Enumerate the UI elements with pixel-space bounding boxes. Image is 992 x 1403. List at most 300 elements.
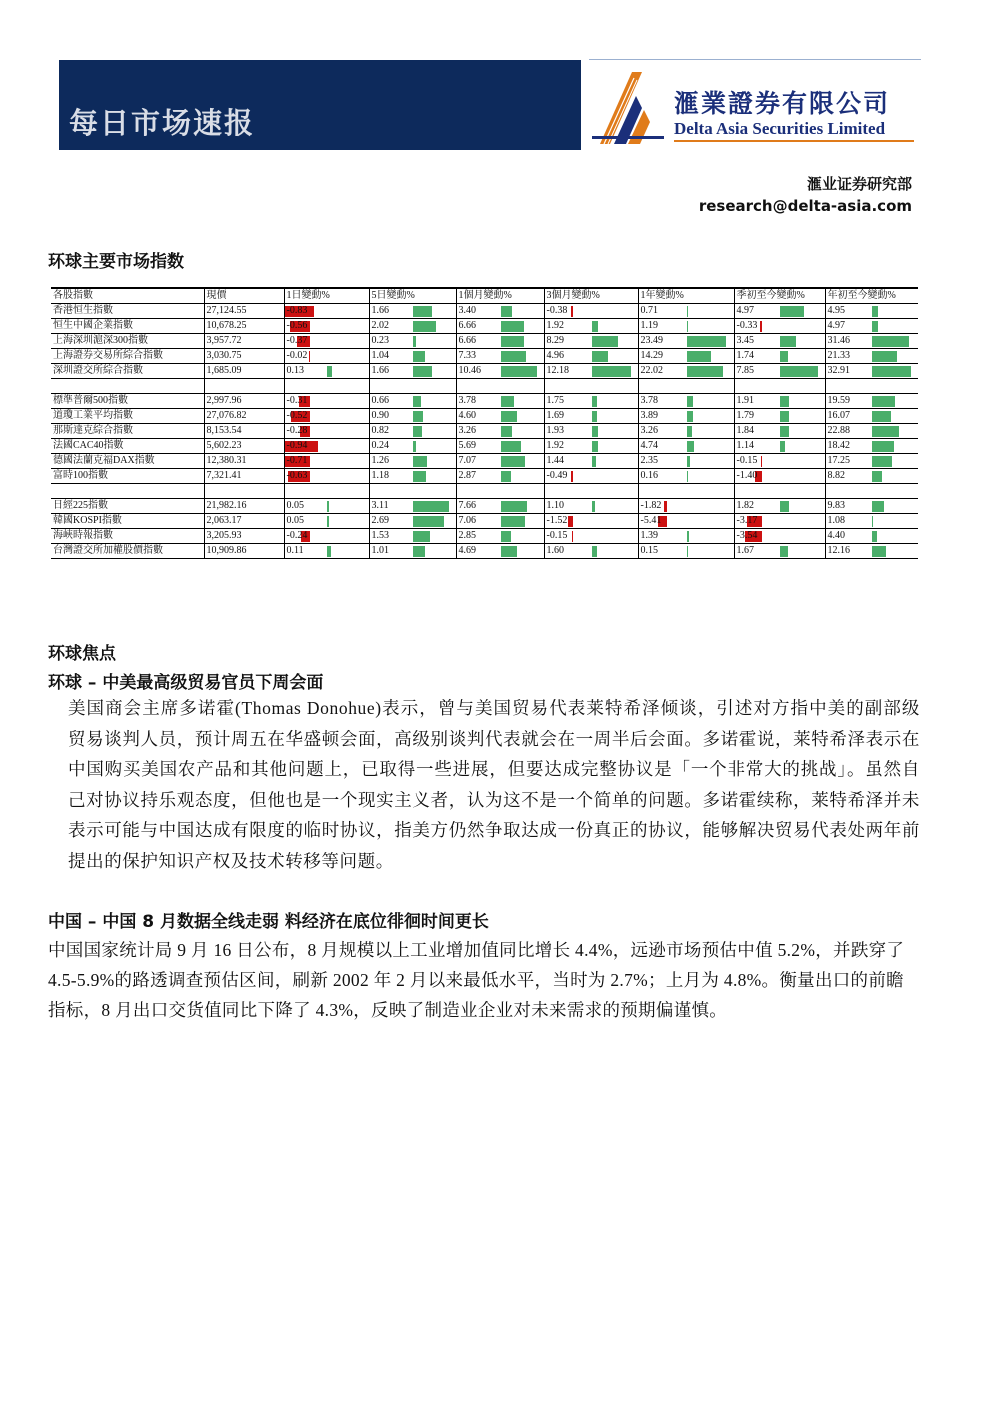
positive-bar — [780, 441, 785, 452]
positive-bar — [780, 501, 789, 512]
table-row — [51, 544, 918, 559]
cell-text: 1.84 — [736, 425, 754, 436]
positive-bar — [413, 546, 425, 557]
table-row — [51, 529, 918, 544]
positive-bar — [872, 546, 886, 557]
value-cell — [544, 319, 638, 334]
group-separator-row — [51, 484, 918, 499]
value-cell — [284, 364, 369, 379]
cell-text: -0.33 — [736, 320, 758, 331]
value-cell — [204, 454, 284, 469]
cell-text: 12,380.31 — [206, 455, 247, 466]
value-cell — [544, 349, 638, 364]
cell-text: -0.31 — [286, 395, 308, 406]
value-cell — [204, 544, 284, 559]
cell-text: 1.75 — [546, 395, 564, 406]
cell-text: 8,153.54 — [206, 425, 242, 436]
positive-bar — [687, 456, 691, 467]
cell-text: -0.56 — [286, 320, 308, 331]
value-cell — [544, 304, 638, 319]
positive-bar — [592, 366, 631, 377]
cell-text: 4.74 — [640, 440, 658, 451]
table-row — [51, 469, 918, 484]
cell-text: -0.15 — [736, 455, 758, 466]
empty-cell — [825, 379, 918, 394]
positive-bar — [687, 336, 726, 347]
cell-text: 香港恒生指數 — [53, 305, 113, 316]
value-cell — [734, 409, 825, 424]
cell-text: 1.82 — [736, 500, 754, 511]
cell-text: 5.69 — [458, 440, 476, 451]
value-cell — [456, 349, 544, 364]
table-row — [51, 424, 918, 439]
cell-text: 3,030.75 — [206, 350, 242, 361]
header-label: 3個月變動% — [546, 290, 600, 301]
cell-text: -0.28 — [286, 425, 308, 436]
index-name-cell — [51, 424, 204, 439]
value-cell — [369, 409, 456, 424]
header-label: 5日變動% — [371, 290, 415, 301]
positive-bar — [780, 336, 796, 347]
positive-bar — [592, 501, 596, 512]
table-row — [51, 439, 918, 454]
value-cell — [284, 439, 369, 454]
cell-text: 1.39 — [640, 530, 658, 541]
empty-cell — [51, 484, 204, 499]
cell-text: 7.85 — [736, 365, 754, 376]
value-cell — [734, 454, 825, 469]
empty-cell — [284, 379, 369, 394]
value-cell — [369, 304, 456, 319]
cell-text: 12.16 — [827, 545, 850, 556]
value-cell — [544, 334, 638, 349]
cell-text: 7.07 — [458, 455, 476, 466]
positive-bar — [413, 471, 426, 482]
positive-bar — [501, 516, 526, 527]
cell-text: 2.85 — [458, 530, 476, 541]
cell-text: 4.96 — [546, 350, 564, 361]
value-cell — [369, 499, 456, 514]
empty-cell — [204, 484, 284, 499]
positive-bar — [872, 426, 899, 437]
positive-bar — [501, 456, 526, 467]
cell-text: 3,205.93 — [206, 530, 242, 541]
value-cell — [638, 349, 734, 364]
empty-cell — [734, 484, 825, 499]
cell-text: 0.05 — [286, 500, 304, 511]
cell-text: 2.87 — [458, 470, 476, 481]
contact-email: research@delta-asia.com — [698, 197, 912, 215]
positive-bar — [501, 411, 517, 422]
empty-cell — [456, 379, 544, 394]
cell-text: 17.25 — [827, 455, 850, 466]
cell-text: 31.46 — [827, 335, 850, 346]
value-cell — [456, 334, 544, 349]
positive-bar — [413, 456, 427, 467]
positive-bar — [592, 396, 598, 407]
positive-bar — [413, 366, 432, 377]
cell-text: 0.15 — [640, 545, 658, 556]
value-cell — [638, 469, 734, 484]
value-cell — [825, 529, 918, 544]
value-cell — [825, 544, 918, 559]
cell-text: 19.59 — [827, 395, 850, 406]
cell-text: 27,124.55 — [206, 305, 247, 316]
positive-bar — [872, 471, 882, 482]
cell-text: 3.89 — [640, 410, 658, 421]
cell-text: -0.52 — [286, 410, 308, 421]
table-row — [51, 364, 918, 379]
value-cell — [284, 469, 369, 484]
value-cell — [825, 514, 918, 529]
cell-text: 韓國KOSPI指數 — [53, 515, 122, 526]
cell-text: 台灣證交所加權股價指數 — [53, 545, 163, 556]
value-cell — [204, 439, 284, 454]
positive-bar — [501, 366, 538, 377]
cell-text: 法國CAC40指數 — [53, 440, 124, 451]
value-cell — [825, 409, 918, 424]
cell-text: -1.52 — [546, 515, 568, 526]
positive-bar — [413, 306, 432, 317]
cell-text: 1.26 — [371, 455, 389, 466]
logo-mark-icon — [592, 66, 668, 146]
value-cell — [284, 334, 369, 349]
cell-text: 海峽時報指數 — [53, 530, 113, 541]
cell-text: 5,602.23 — [206, 440, 242, 451]
cell-text: 6.66 — [458, 320, 476, 331]
value-cell — [734, 364, 825, 379]
cell-text: 1.93 — [546, 425, 564, 436]
positive-bar — [780, 411, 789, 422]
logo-underline — [674, 140, 914, 142]
positive-bar — [413, 321, 436, 332]
index-name-cell — [51, 544, 204, 559]
negative-bar — [760, 321, 762, 332]
value-cell — [825, 439, 918, 454]
cell-text: 18.42 — [827, 440, 850, 451]
value-cell — [544, 514, 638, 529]
header-cell — [456, 288, 544, 304]
cell-text: -0.63 — [286, 470, 308, 481]
positive-bar — [780, 426, 789, 437]
cell-text: 21,982.16 — [206, 500, 247, 511]
value-cell — [544, 454, 638, 469]
logo-english-name: Delta Asia Securities Limited — [674, 119, 886, 138]
cell-text: 7,321.41 — [206, 470, 242, 481]
value-cell — [734, 319, 825, 334]
cell-text: -1.82 — [640, 500, 662, 511]
cell-text: 0.05 — [286, 515, 304, 526]
value-cell — [734, 349, 825, 364]
positive-bar — [780, 366, 818, 377]
value-cell — [456, 439, 544, 454]
positive-bar — [592, 336, 619, 347]
cell-text: 道瓊工業平均指數 — [53, 410, 133, 421]
cell-text: 10,909.86 — [206, 545, 247, 556]
header-cell — [284, 288, 369, 304]
value-cell — [369, 439, 456, 454]
cell-text: 1.69 — [546, 410, 564, 421]
cell-text: -0.24 — [286, 530, 308, 541]
index-name-cell — [51, 439, 204, 454]
cell-text: 6.66 — [458, 335, 476, 346]
cell-text: 0.11 — [286, 545, 304, 556]
header-cell — [51, 288, 204, 304]
value-cell — [544, 499, 638, 514]
cell-text: 1.53 — [371, 530, 389, 541]
index-name-cell — [51, 334, 204, 349]
cell-text: 1.79 — [736, 410, 754, 421]
positive-bar — [501, 351, 527, 362]
cell-text: 深圳證交所綜合指數 — [53, 365, 143, 376]
value-cell — [204, 424, 284, 439]
cell-text: 2.69 — [371, 515, 389, 526]
positive-bar — [872, 456, 892, 467]
value-cell — [734, 529, 825, 544]
value-cell — [284, 319, 369, 334]
value-cell — [369, 424, 456, 439]
value-cell — [204, 349, 284, 364]
cell-text: -3.17 — [736, 515, 758, 526]
cell-text: -0.83 — [286, 305, 308, 316]
value-cell — [825, 499, 918, 514]
value-cell — [734, 394, 825, 409]
positive-bar — [872, 441, 894, 452]
positive-bar — [501, 321, 524, 332]
positive-bar — [413, 351, 425, 362]
value-cell — [544, 409, 638, 424]
value-cell — [204, 394, 284, 409]
value-cell — [456, 409, 544, 424]
value-cell — [825, 364, 918, 379]
value-cell — [544, 394, 638, 409]
index-name-cell — [51, 409, 204, 424]
header-label: 現價 — [206, 290, 227, 301]
positive-bar — [501, 546, 518, 557]
positive-bar — [872, 411, 891, 422]
empty-cell — [369, 484, 456, 499]
negative-bar — [309, 351, 310, 362]
value-cell — [638, 424, 734, 439]
value-cell — [825, 334, 918, 349]
positive-bar — [501, 306, 513, 317]
value-cell — [204, 319, 284, 334]
positive-bar — [687, 531, 689, 542]
cell-text: 22.02 — [640, 365, 663, 376]
value-cell — [825, 319, 918, 334]
value-cell — [284, 394, 369, 409]
cell-text: 3.26 — [640, 425, 658, 436]
value-cell — [734, 334, 825, 349]
positive-bar — [327, 501, 329, 512]
index-name-cell — [51, 454, 204, 469]
value-cell — [456, 514, 544, 529]
positive-bar — [501, 531, 511, 542]
value-cell — [544, 469, 638, 484]
value-cell — [638, 304, 734, 319]
header-label: 1個月變動% — [458, 290, 512, 301]
value-cell — [638, 364, 734, 379]
value-cell — [204, 469, 284, 484]
news-heading-global: 环球 – 中美最高级贸易官员下周会面 — [48, 673, 324, 693]
cell-text: 7.06 — [458, 515, 476, 526]
value-cell — [284, 424, 369, 439]
cell-text: -0.94 — [286, 440, 308, 451]
value-cell — [284, 304, 369, 319]
empty-cell — [51, 379, 204, 394]
index-name-cell — [51, 349, 204, 364]
positive-bar — [592, 321, 598, 332]
cell-text: 23.49 — [640, 335, 663, 346]
negative-bar — [568, 516, 573, 527]
positive-bar — [592, 456, 597, 467]
empty-cell — [544, 484, 638, 499]
positive-bar — [687, 351, 711, 362]
index-name-cell — [51, 319, 204, 334]
news-body-china: 中国国家统计局 9 月 16 日公布，8 月规模以上工业增加值同比增长 4.4%，远逊市场预估中值 5.2%，并跌穿了 4.5-5.9%的路透调查预估区间，刷新 2002 年 2 月以来最低水平，当时为 2.7%；上月为 4.8%。衡量出口的前瞻指标，8 月出口交货值同比下降了 4.3%，反映了制造业企业对未来需求的预期偏谨慎。 — [48, 940, 905, 1020]
cell-text: -3.54 — [736, 530, 758, 541]
value-cell — [204, 529, 284, 544]
positive-bar — [592, 351, 608, 362]
value-cell — [369, 334, 456, 349]
cell-text: 1,685.09 — [206, 365, 242, 376]
empty-cell — [544, 379, 638, 394]
table-row — [51, 319, 918, 334]
cell-text: 標準普爾500指數 — [53, 395, 128, 406]
positive-bar — [780, 306, 804, 317]
negative-bar — [571, 306, 572, 317]
cell-text: 3,957.72 — [206, 335, 242, 346]
value-cell — [284, 544, 369, 559]
department-name: 滙业证券研究部 — [806, 175, 912, 193]
value-cell — [544, 439, 638, 454]
cell-text: 0.90 — [371, 410, 389, 421]
positive-bar — [413, 411, 423, 422]
news-body-global: 美国商会主席多诺霍(Thomas Donohue)表示，曾与美国贸易代表莱特希泽倾谈，引述对方指中美的副部级贸易谈判人员，预计周五在华盛顿会面，高级别谈判代表就会在一周半后会面。多诺霍说，莱特希泽表示在中国购买美国农产品和其他问题上，已取得一些进展，但要达成完整协议是「一个非常大的挑战」。虽然自己对协议持乐观态度，但他也是一个现实主义者，认为这不是一个简单的问题。多诺霍续称，莱特希泽并未表示可能与中国达成有限度的临时协议，指美方仍然争取达成一份真正的协议，能够解决贸易代表处两年前提出的保护知识产权及技术转移等问题。 — [68, 698, 920, 871]
cell-text: 0.23 — [371, 335, 389, 346]
cell-text: -0.37 — [286, 335, 308, 346]
cell-text: 1.92 — [546, 320, 564, 331]
value-cell — [825, 349, 918, 364]
value-cell — [638, 529, 734, 544]
value-cell — [284, 409, 369, 424]
header-label: 年初至今變動% — [827, 290, 896, 301]
cell-text: 0.82 — [371, 425, 389, 436]
cell-text: 21.33 — [827, 350, 850, 361]
value-cell — [369, 349, 456, 364]
cell-text: 3.78 — [458, 395, 476, 406]
cell-text: 上海證券交易所綜合指數 — [53, 350, 163, 361]
cell-text: 4.69 — [458, 545, 476, 556]
positive-bar — [872, 306, 878, 317]
value-cell — [825, 424, 918, 439]
cell-text: 7.66 — [458, 500, 476, 511]
index-name-cell — [51, 364, 204, 379]
cell-text: 10.46 — [458, 365, 481, 376]
cell-text: 1.04 — [371, 350, 389, 361]
value-cell — [734, 439, 825, 454]
positive-bar — [592, 441, 598, 452]
table-row — [51, 409, 918, 424]
value-cell — [369, 514, 456, 529]
cell-text: 1.91 — [736, 395, 754, 406]
cell-text: 3.78 — [640, 395, 658, 406]
cell-text: 日經225指數 — [53, 500, 108, 511]
header-label: 季初至今變動% — [736, 290, 805, 301]
positive-bar — [872, 531, 877, 542]
empty-cell — [638, 484, 734, 499]
table-row — [51, 304, 918, 319]
cell-text: 0.66 — [371, 395, 389, 406]
value-cell — [544, 424, 638, 439]
positive-bar — [872, 321, 878, 332]
empty-cell — [204, 379, 284, 394]
value-cell — [734, 514, 825, 529]
cell-text: 8.82 — [827, 470, 845, 481]
positive-bar — [687, 411, 694, 422]
value-cell — [638, 319, 734, 334]
positive-bar — [501, 471, 511, 482]
value-cell — [369, 469, 456, 484]
empty-cell — [456, 484, 544, 499]
positive-bar — [413, 531, 430, 542]
positive-bar — [413, 426, 422, 437]
value-cell — [638, 334, 734, 349]
empty-cell — [734, 379, 825, 394]
index-name-cell — [51, 304, 204, 319]
cell-text: 10,678.25 — [206, 320, 247, 331]
table-header-row — [51, 288, 918, 304]
cell-text: 2.02 — [371, 320, 389, 331]
value-cell — [456, 529, 544, 544]
positive-bar — [592, 411, 597, 422]
index-name-cell — [51, 394, 204, 409]
cell-text: 2,063.17 — [206, 515, 242, 526]
value-cell — [638, 514, 734, 529]
value-cell — [369, 394, 456, 409]
positive-bar — [687, 321, 689, 332]
report-title: 每日市场速报 — [69, 106, 256, 140]
index-name-cell — [51, 469, 204, 484]
value-cell — [638, 439, 734, 454]
value-cell — [456, 544, 544, 559]
header-cell — [734, 288, 825, 304]
header-label: 1年變動% — [640, 290, 684, 301]
group-separator-row — [51, 379, 918, 394]
value-cell — [456, 499, 544, 514]
cell-text: -0.71 — [286, 455, 308, 466]
cell-text: -0.49 — [546, 470, 568, 481]
value-cell — [369, 319, 456, 334]
cell-text: 0.13 — [286, 365, 304, 376]
news-heading-china: 中国 – 中国 8 月数据全线走弱 料经济在底位徘徊时间更长 — [48, 912, 489, 932]
positive-bar — [872, 351, 897, 362]
header-label: 各股指數 — [53, 290, 93, 301]
cell-text: 那斯達克綜合指數 — [53, 425, 133, 436]
cell-text: 1.18 — [371, 470, 389, 481]
cell-text: 4.40 — [827, 530, 845, 541]
empty-cell — [284, 484, 369, 499]
cell-text: 9.83 — [827, 500, 845, 511]
cell-text: 4.95 — [827, 305, 845, 316]
positive-bar — [413, 396, 421, 407]
cell-text: 1.92 — [546, 440, 564, 451]
positive-bar — [501, 501, 528, 512]
focus-section-title: 环球焦点 — [48, 644, 116, 664]
value-cell — [456, 424, 544, 439]
value-cell — [734, 424, 825, 439]
cell-text: 8.29 — [546, 335, 564, 346]
